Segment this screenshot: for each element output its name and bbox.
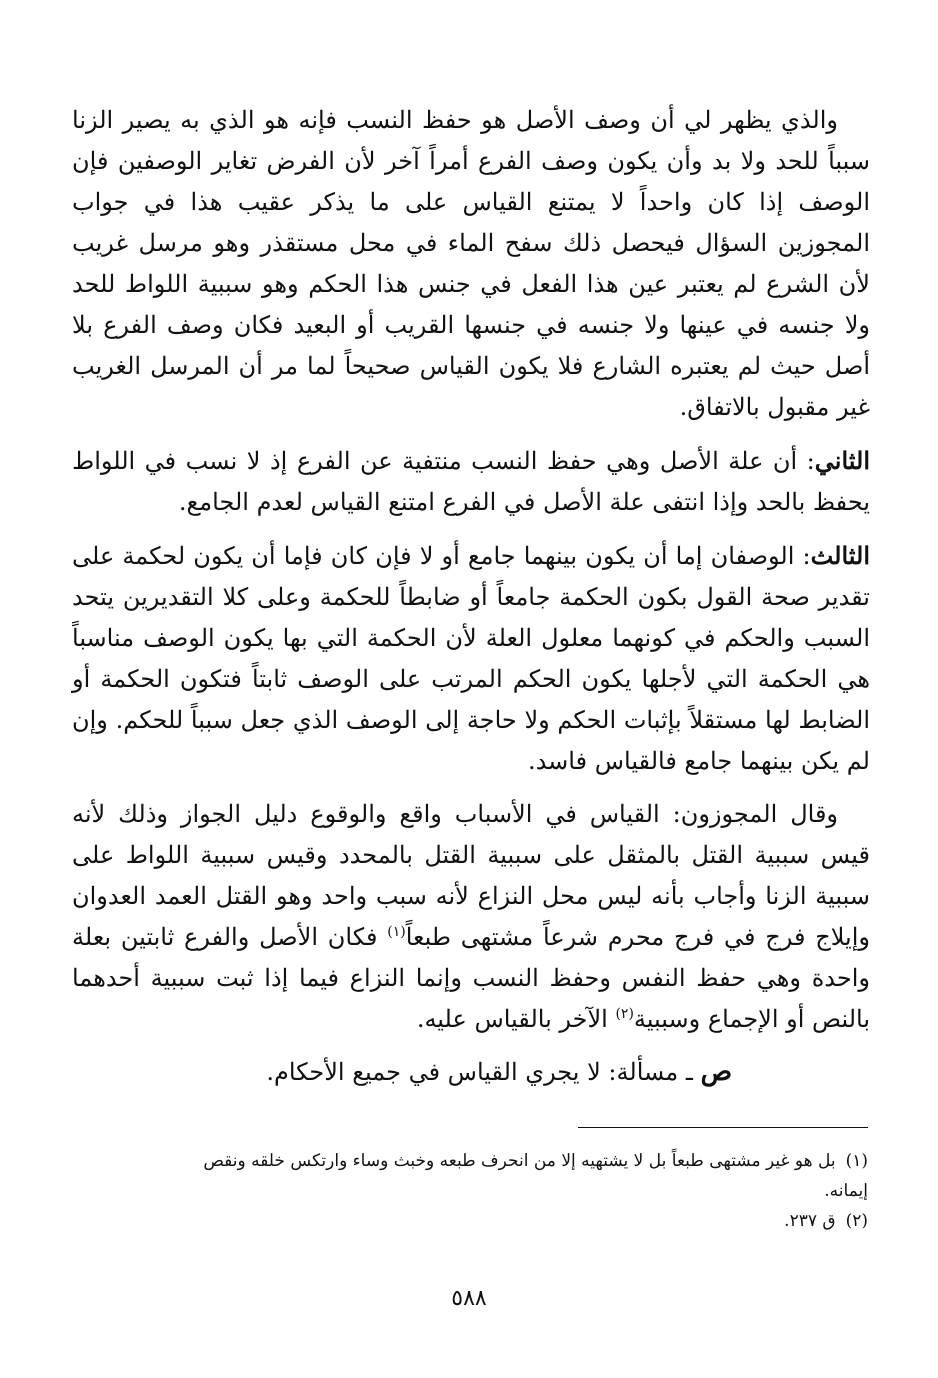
paragraph-2: [72, 440, 870, 523]
issue-text: ـ مسألة: لا يجري القياس في جميع الأحكام.: [266, 1058, 701, 1086]
paragraph-3: [72, 535, 870, 782]
paragraph-3-text: : الوصفان إما أن يكون بينهما جامع أو لا فإن كان فإما أن يكون لحكمة على تقدير صحة القول بكون الحكمة جامعاً أو ضابطاً للحكمة وعلى كلا التقديرين يتحد السبب والحكم في كونهما معلول العلة لأن الحكمة التي بها يكون الوصف مناسباً هي الحكمة التي لأجلها يكون الحكم المرتب على الوصف ثابتاً فتكون الحكمة أو الضابط لها مستقلاً بإثبات الحكم ولا حاجة إلى الوصف الذي جعل سبباً للحكم. وإن لم يكن بينهما جامع فالقياس فاسد.: [72, 542, 870, 775]
footnote-1-number: (١): [845, 1151, 868, 1171]
footnote-2-text: ق ٢٣٧.: [784, 1211, 836, 1231]
paragraph-2-lead: الثاني: [814, 446, 870, 475]
footnote-1-continuation: [72, 1176, 868, 1206]
footnote-1: [72, 1146, 868, 1176]
paragraph-4-text-c: الآخر بالقياس عليه.: [416, 1005, 616, 1033]
paragraph-4-text-b: فكان الأصل والفرع ثابتين بعلة واحدة وهي حفظ النفس وحفظ النسب وإنما النزاع فيما إذا ثبت سببية أحدهما بالنص أو الإجماع وسببية: [72, 923, 870, 1033]
footnote-ref-2[interactable]: (٢): [615, 1006, 634, 1022]
footnote-1-cont-text: إيمانه.: [824, 1181, 868, 1201]
footnotes: [72, 1146, 868, 1236]
footnote-separator: [578, 1127, 868, 1128]
issue-mark: ص: [700, 1057, 732, 1087]
page-number: ٥٨٨: [451, 1286, 487, 1311]
paragraph-3-lead: الثالث: [810, 541, 870, 570]
paragraph-1: [72, 100, 870, 428]
footnote-1-text: بل هو غير مشتهى طبعاً بل لا يشتهيه إلا من انحرف طبعه وخبث وساء وارتكس خلقه ونقص: [203, 1151, 836, 1171]
footnote-2-number: (٢): [845, 1211, 868, 1231]
footnote-ref-1[interactable]: (١): [387, 924, 406, 940]
paragraph-4-text-a: وقال المجوزون: القياس في الأسباب واقع والوقوع دليل الجواز وذلك لأنه قيس سببية القتل بالمثقل على سببية القتل بالمحدد وقيس سببية اللواط على سببية الزنا وأجاب بأنه ليس محل النزاع لأنه سبب واحد وهو القتل العمد العدوان وإيلاج فرج في فرج محرم شرعاً مشتهى طبعاً: [72, 800, 871, 951]
footnote-2: [72, 1206, 868, 1236]
paragraph-4: [72, 794, 870, 1040]
paragraph-2-text: : أن علة الأصل وهي حفظ النسب منتفية عن الفرع إذ لا نسب في اللواط يحفظ بالحد وإذا انتفى علة الأصل في الفرع امتنع القياس لعدم الجامع.: [72, 447, 870, 516]
issue-heading: [72, 1052, 870, 1093]
paragraph-1-text: والذي يظهر لي أن وصف الأصل هو حفظ النسب فإنه هو الذي به يصير الزنا سبباً للحد ولا بد وأن يكون وصف الفرع أمراً آخر لأن الفرض تغاير الوصفين فإن الوصف إذا كان واحداً لا يمتنع القياس على ما يذكر عقيب هذا في جواب المجوزين السؤال فيحصل ذلك سفح الماء في محل مستقذر وهو مرسل غريب لأن الشرع لم يعتبر عين هذا الفعل في جنس هذا الحكم وهو سببية اللواط للحد ولا جنسه في عينها ولا جنسه في جنسها القريب أو البعيد فكان وصف الفرع بلا أصل حيث لم يعتبره الشارع فلا يكون القياس صحيحاً لما مر أن المرسل الغريب غير مقبول بالاتفاق.: [72, 106, 870, 421]
